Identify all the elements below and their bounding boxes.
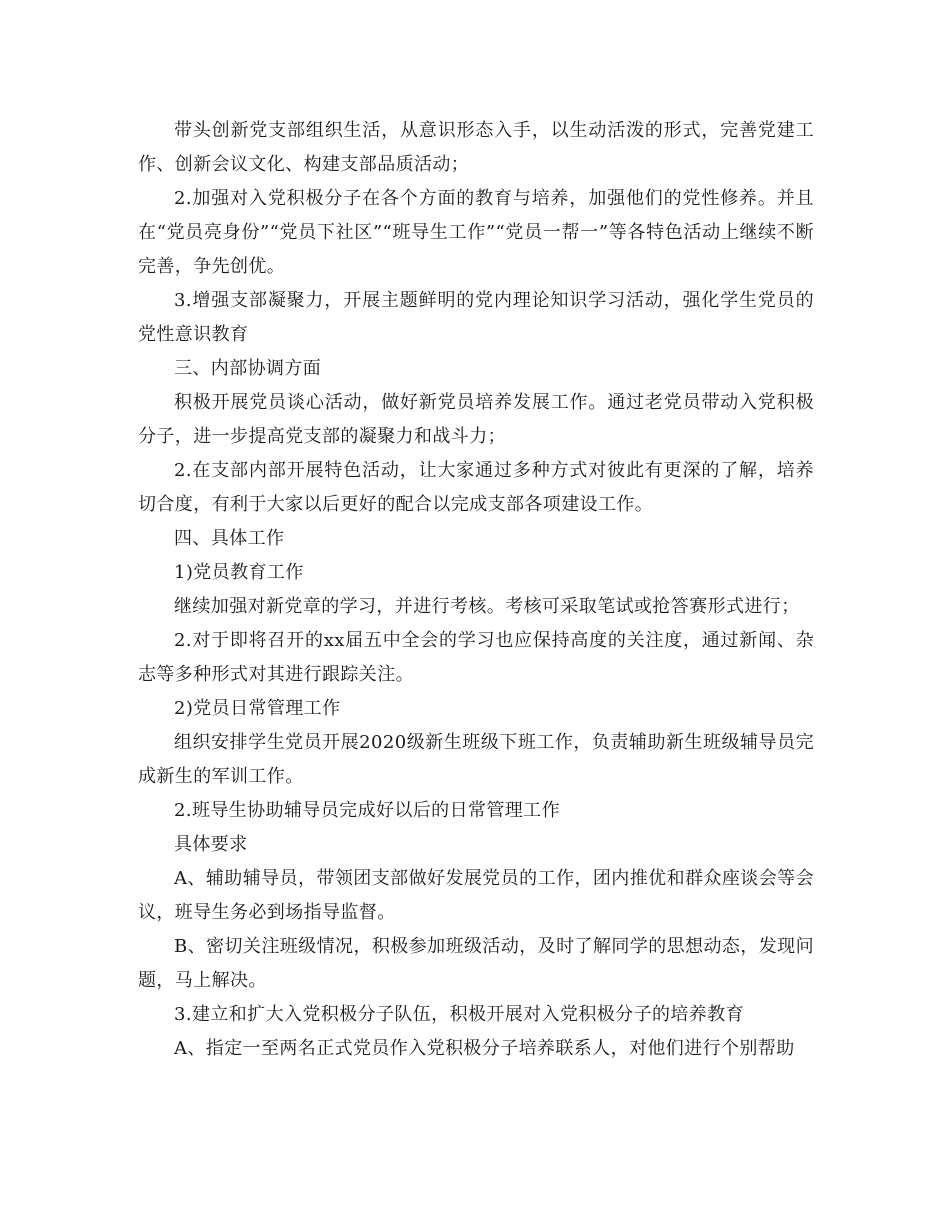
paragraph: 2.班导生协助辅导员完成好以后的日常管理工作 [174, 800, 560, 821]
paragraph: 组织安排学生党员开展2020级新生班级下班工作，负责辅助新生班级辅导员完成新生的军训工作。 [138, 732, 814, 787]
paragraph: 3.建立和扩大入党积极分子队伍，积极开展对入党积极分子的培养教育 [174, 1004, 744, 1025]
paragraph: 2.在支部内部开展特色活动，让大家通过多种方式对彼此有更深的了解，培养切合度，有利于大家以后更好的配合以完成支部各项建设工作。 [138, 460, 814, 515]
paragraph: 2.对于即将召开的xx届五中全会的学习也应保持高度的关注度，通过新闻、杂志等多种形式对其进行跟踪关注。 [138, 630, 814, 685]
subsection-heading: 1)党员教育工作 [174, 562, 304, 583]
subsection-heading: 2)党员日常管理工作 [174, 698, 341, 719]
document-body [138, 114, 814, 1066]
subsection-heading: 具体要求 [174, 834, 248, 855]
paragraph: A、指定一至两名正式党员作入党积极分子培养联系人，对他们进行个别帮助 [174, 1038, 795, 1059]
paragraph: 继续加强对新党章的学习，并进行考核。考核可采取笔试或抢答赛形式进行； [174, 596, 800, 617]
paragraph: 带头创新党支部组织生活，从意识形态入手，以生动活泼的形式，完善党建工作、创新会议文化、构建支部品质活动； [138, 120, 814, 175]
paragraph: 2.加强对入党积极分子在各个方面的教育与培养，加强他们的党性修养。并且在“党员亮身份”“党员下社区”“班导生工作”“党员一帮一”等各特色活动上继续不断完善，争先创优。 [138, 188, 814, 277]
paragraph: 积极开展党员谈心活动，做好新党员培养发展工作。通过老党员带动入党积极分子，进一步提高党支部的凝聚力和战斗力； [138, 392, 814, 447]
section-heading: 四、具体工作 [174, 528, 285, 549]
paragraph: A、辅助辅导员，带领团支部做好发展党员的工作，团内推优和群众座谈会等会议，班导生务必到场指导监督。 [138, 868, 814, 923]
paragraph: B、密切关注班级情况，积极参加班级活动，及时了解同学的思想动态，发现问题，马上解决。 [138, 936, 814, 991]
section-heading: 三、内部协调方面 [174, 358, 322, 379]
paragraph: 3.增强支部凝聚力，开展主题鲜明的党内理论知识学习活动，强化学生党员的党性意识教育 [138, 290, 814, 345]
